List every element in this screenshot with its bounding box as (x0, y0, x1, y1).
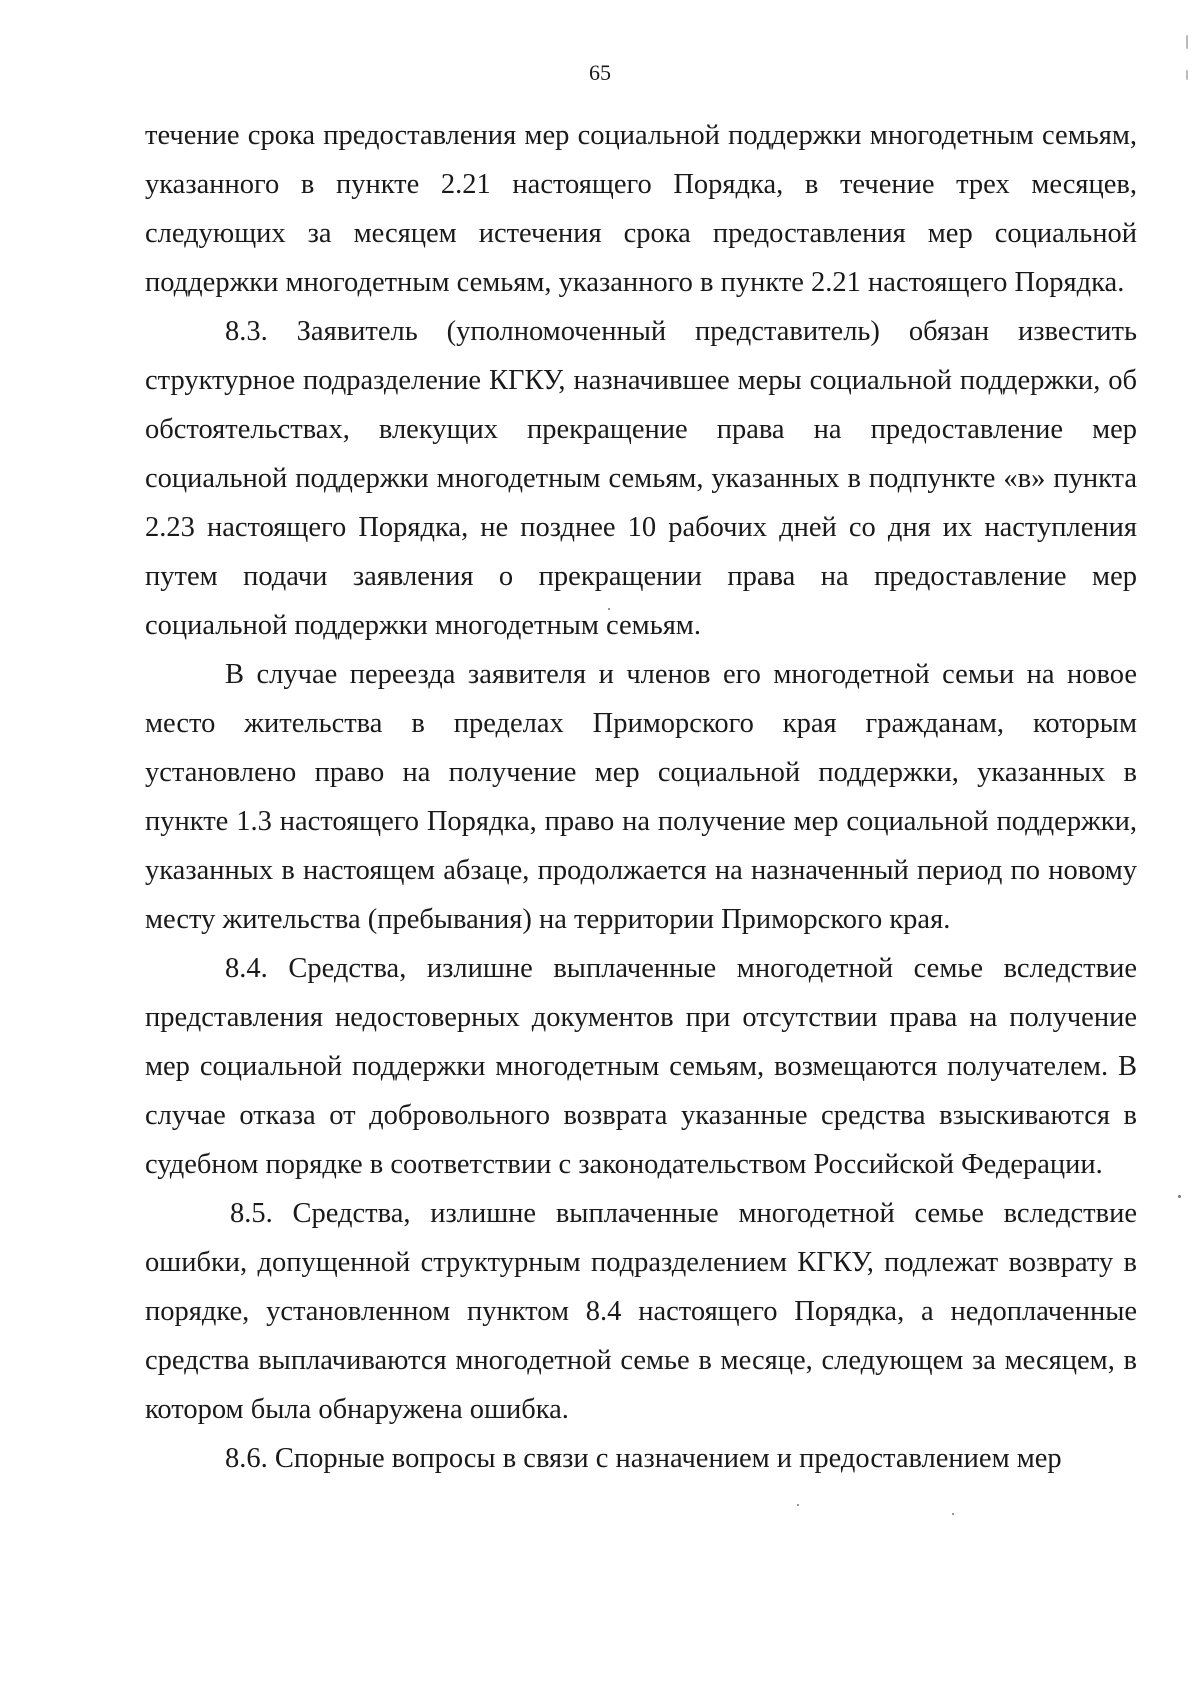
paragraph-8-5: 8.5. Средства, излишне выплаченные многодетной семье вследствие ошибки, допущенной структурным подразделением КГКУ, подлежат возврату в порядке, установленном пунктом 8.4 настоящего Порядка, а недоплаченные средства выплачиваются многодетной семье в месяце, следующем за месяцем, в котором была обнаружена ошибка. (145, 1198, 1137, 1425)
scan-speck (1186, 70, 1188, 80)
paragraph-8-4: 8.4. Средства, излишне выплаченные многодетной семье вследствие представления недостоверных документов при отсутствии права на получение мер социальной поддержки многодетным семьям, возмещаются получателем. В случае отказа от добровольного возврата указанные средства взыскиваются в судебном порядке в соответствии с законодательством Российской Федерации. (145, 953, 1137, 1180)
scan-speck (952, 1513, 954, 1515)
page-number: 65 (589, 60, 611, 85)
document-body (145, 111, 1137, 1483)
paragraph-8-3: 8.3. Заявитель (уполномоченный представитель) обязан известить структурное подразделение КГКУ, назначившее меры социальной поддержки, об обстоятельствах, влекущих прекращение права на предоставление мер социальной поддержки многодетным семьям, указанных в подпункте «в» пункта 2.23 настоящего Порядка, не позднее 10 рабочих дней со дня их наступления путем подачи заявления о прекращении права на предоставление мер социальной поддержки многодетным семьям. (145, 316, 1137, 641)
paragraph-continuation: течение срока предоставления мер социальной поддержки многодетным семьям, указанного в пункте 2.21 настоящего Порядка, в течение трех месяцев, следующих за месяцем истечения срока предоставления мер социальной поддержки многодетным семьям, указанного в пункте 2.21 настоящего Порядка. (145, 120, 1137, 298)
paragraph-8-6: 8.6. Спорные вопросы в связи с назначением и предоставлением мер (225, 1443, 1062, 1474)
scan-speck (797, 1504, 799, 1506)
scan-speck (1186, 35, 1188, 49)
scan-speck (608, 608, 610, 610)
scan-speck (1178, 1195, 1181, 1198)
paragraph-relocation: В случае переезда заявителя и членов его многодетной семьи на новое место жительства в пределах Приморского края гражданам, которым установлено право на получение мер социальной поддержки, указанных в пункте 1.3 настоящего Порядка, право на получение мер социальной поддержки, указанных в настоящем абзаце, продолжается на назначенный период по новому месту жительства (пребывания) на территории Приморского края. (145, 659, 1137, 935)
